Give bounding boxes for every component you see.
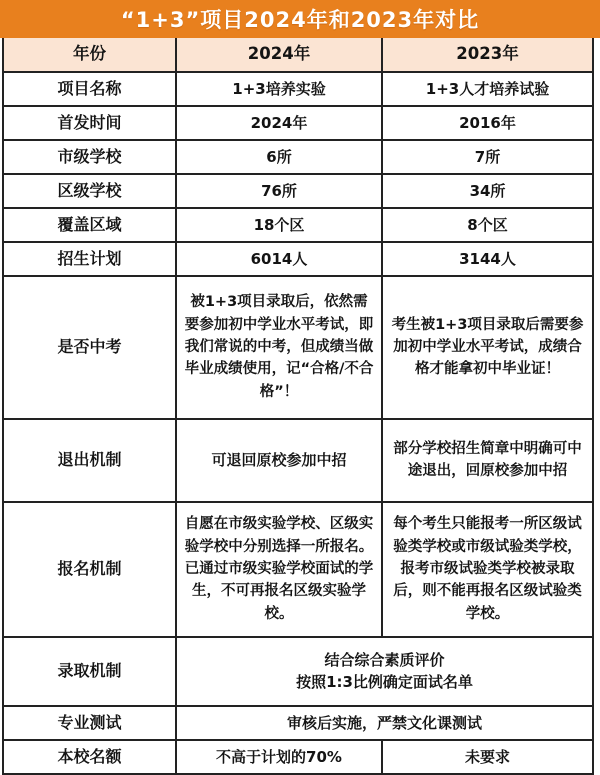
page-title: “1+3”项目2024年和2023年对比 (0, 0, 600, 38)
row-label: 专业测试 (57, 712, 122, 732)
row-value-2024: 1+3培养实验 (175, 73, 381, 105)
row-value-2024: 18个区 (175, 209, 381, 241)
merged-line: 结合综合素质评价 (324, 650, 445, 669)
table-header-row (4, 38, 592, 71)
row-label: 区级学校 (57, 180, 122, 200)
row-value-2024: 可退回原校参加中招 (175, 420, 381, 501)
table-row (4, 501, 592, 636)
table-row (4, 139, 592, 173)
row-value-2024: 被1+3项目录取后，依然需要参加初中学业水平考试，即我们常说的中考，但成绩当做毕业成绩使用，记“合格/不合格”！ (175, 277, 381, 418)
table-row (4, 71, 592, 105)
row-value-2024: 不高于计划的70% (175, 741, 381, 773)
row-value-merged (175, 638, 592, 705)
row-value-2023: 未要求 (381, 741, 592, 773)
row-value-2023: 考生被1+3项目录取后需要参加初中学业水平考试，成绩合格才能拿初中毕业证！ (381, 277, 592, 418)
row-label: 首发时间 (57, 112, 122, 132)
table-row (4, 207, 592, 241)
row-label: 本校名额 (57, 746, 122, 766)
row-value-2023: 1+3人才培养试验 (381, 73, 592, 105)
row-value-merged (175, 707, 592, 739)
row-value-2023: 3144人 (381, 243, 592, 275)
row-value-2024: 6所 (175, 141, 381, 173)
row-label: 报名机制 (57, 559, 122, 579)
table-row (4, 636, 592, 705)
row-value-2024: 6014人 (175, 243, 381, 275)
merged-line: 按照1:3比例确定面试名单 (296, 673, 473, 692)
merged-line: 审核后实施，严禁文化课测试 (286, 713, 482, 732)
row-value-2023: 每个考生只能报考一所区级试验类学校或市级试验类学校，报考市级试验类学校被录取后，则不能再报名区级试验类学校。 (381, 503, 592, 636)
table-row (4, 105, 592, 139)
row-label: 退出机制 (57, 450, 122, 470)
row-value-2024: 2024年 (175, 107, 381, 139)
row-value-2023: 8个区 (381, 209, 592, 241)
row-value-2024: 自愿在市级实验学校、区级实验学校中分别选择一所报名。已通过市级实验学校面试的学生，不可再报名区级实验学校。 (175, 503, 381, 636)
row-label: 是否中考 (57, 337, 122, 357)
row-label: 录取机制 (57, 661, 122, 681)
row-label: 市级学校 (57, 146, 122, 166)
row-value-2023: 7所 (381, 141, 592, 173)
row-value-2024: 76所 (175, 175, 381, 207)
row-value-2023: 34所 (381, 175, 592, 207)
table-row (4, 739, 592, 773)
table-row (4, 241, 592, 275)
table-row (4, 275, 592, 418)
header-cell-2023: 2023年 (381, 38, 592, 71)
row-value-2023: 部分学校招生简章中明确可中途退出，回原校参加中招 (381, 420, 592, 501)
table-row (4, 173, 592, 207)
row-label: 覆盖区域 (57, 214, 122, 234)
table-row (4, 705, 592, 739)
table-body (4, 71, 592, 773)
header-cell-year: 年份 (73, 44, 106, 63)
comparison-table (2, 38, 594, 775)
row-value-2023: 2016年 (381, 107, 592, 139)
row-label: 招生计划 (57, 248, 122, 268)
row-label: 项目名称 (57, 78, 122, 98)
header-cell-2024: 2024年 (175, 38, 381, 71)
table-row (4, 418, 592, 501)
